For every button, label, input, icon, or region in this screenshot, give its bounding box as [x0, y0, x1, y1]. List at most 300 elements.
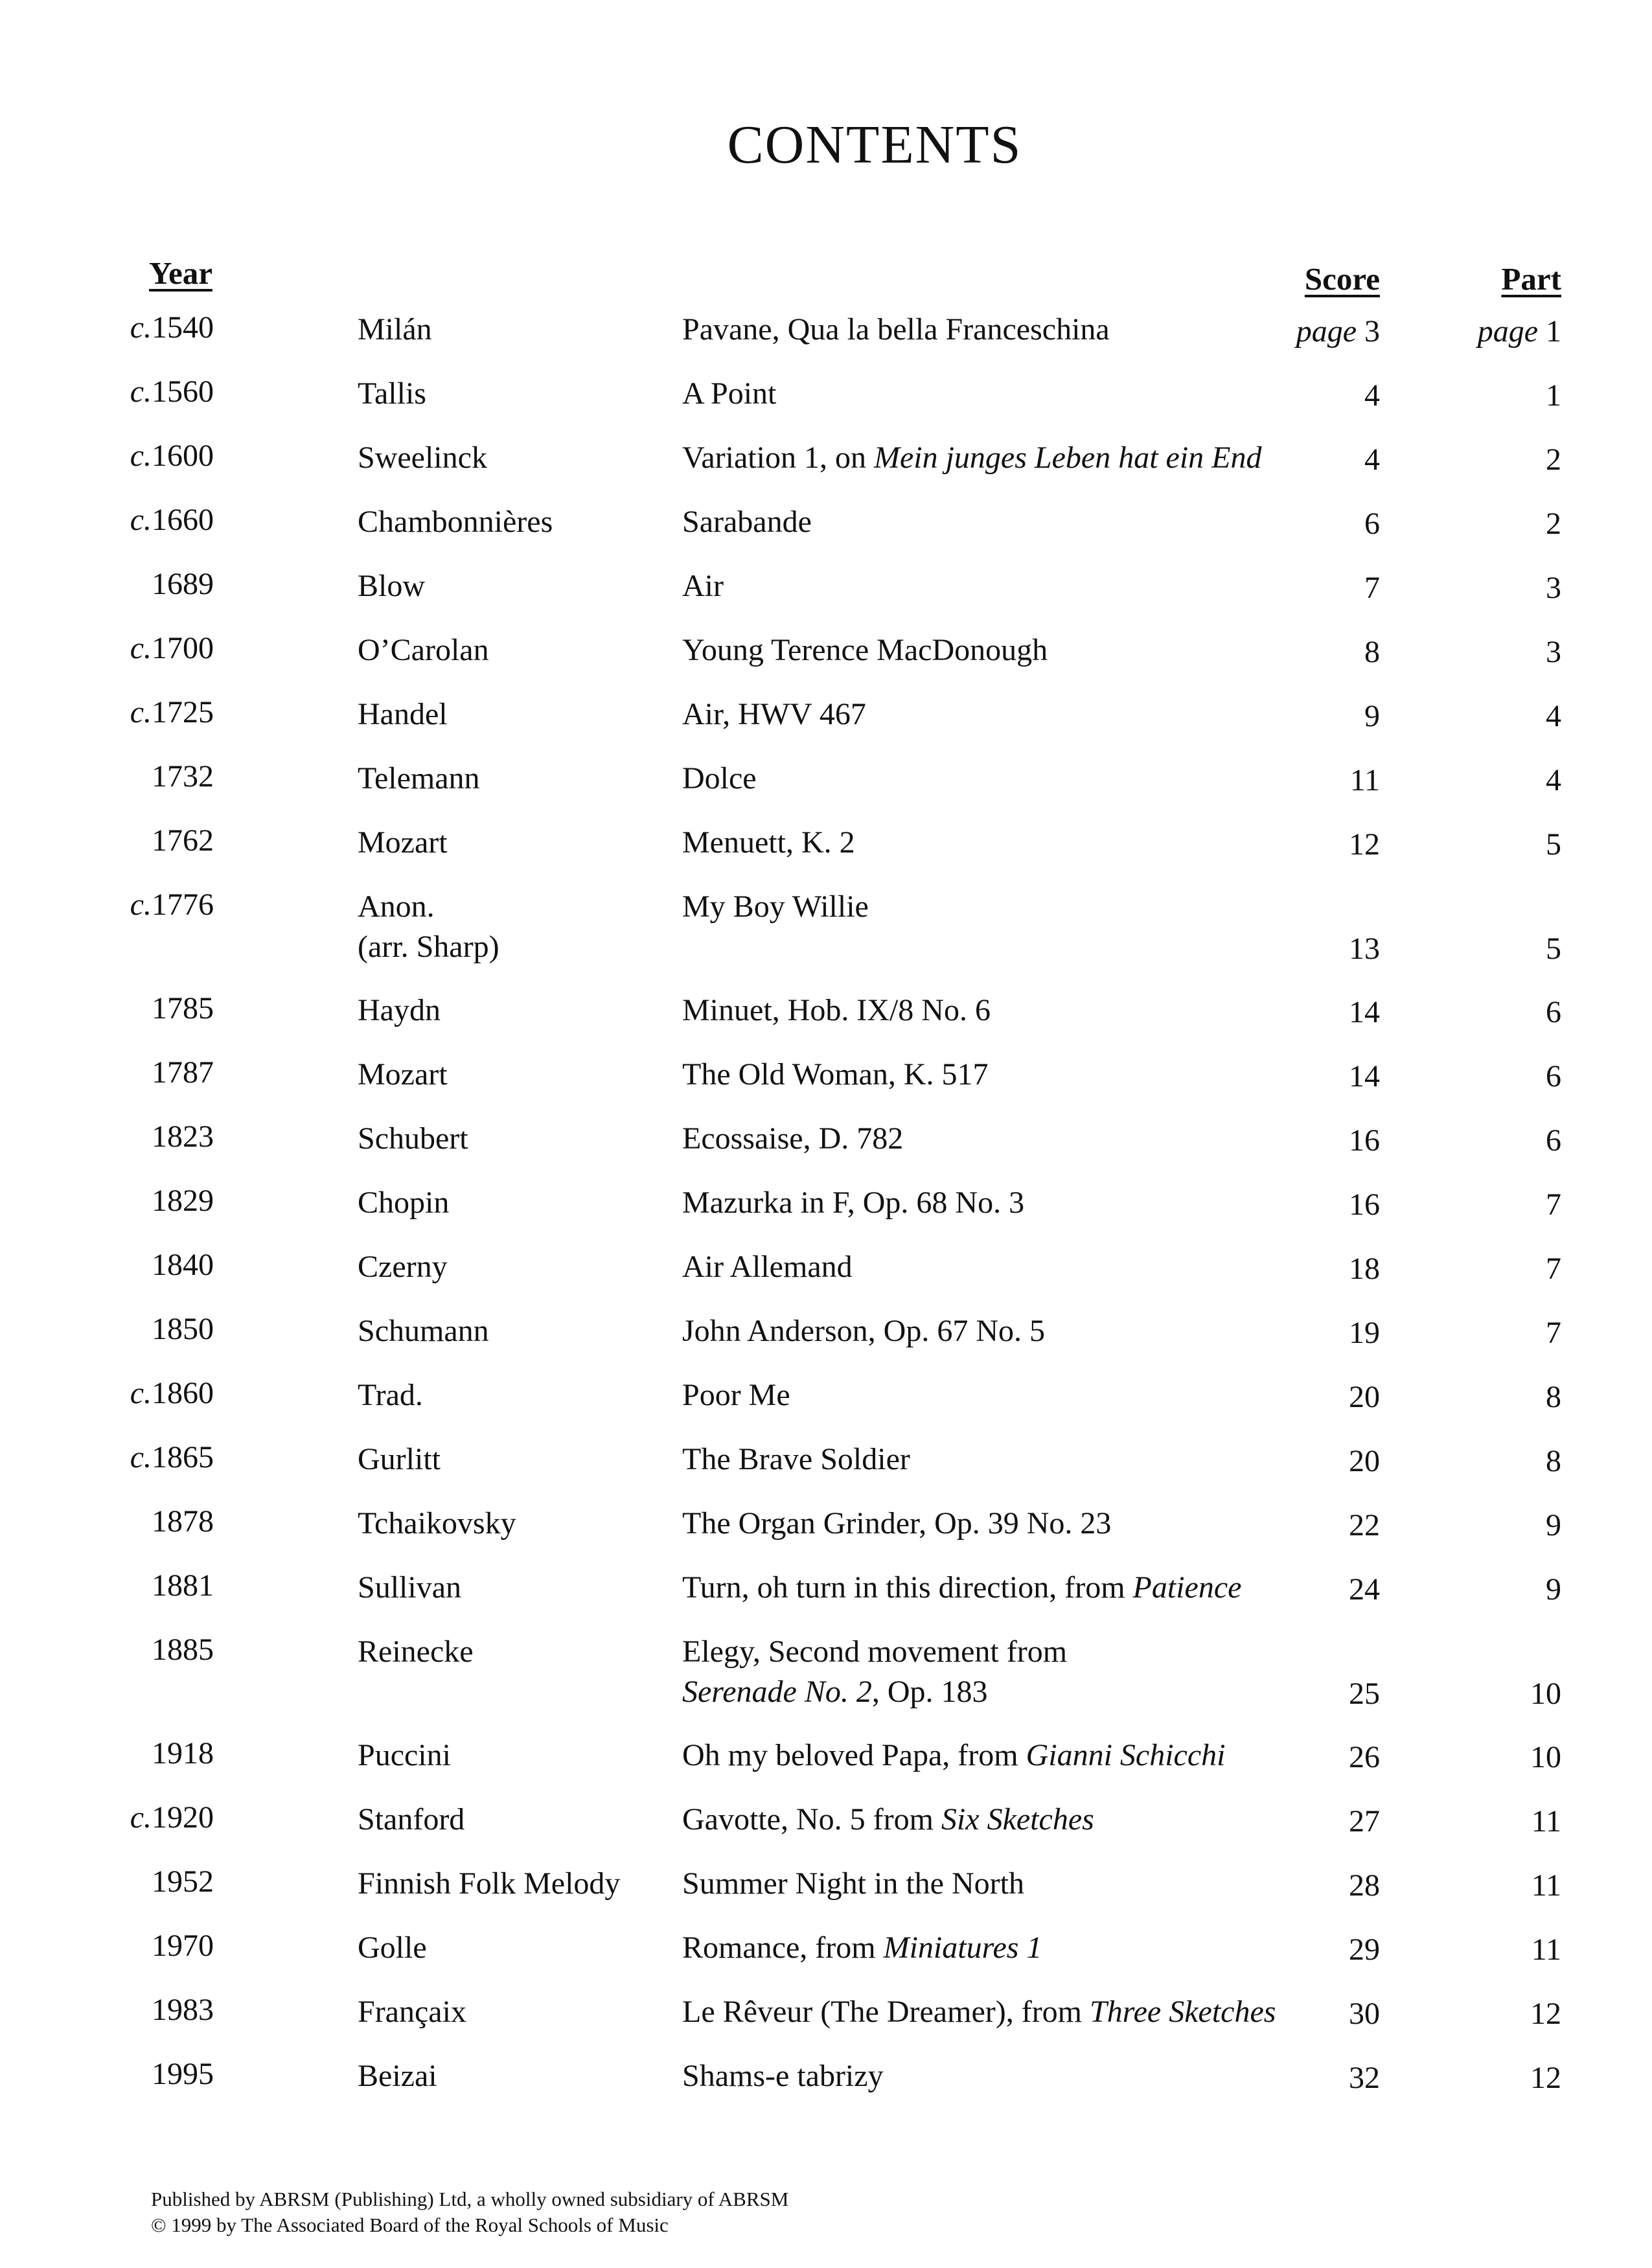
- year-value: 1700: [152, 631, 214, 665]
- contents-entry: [0, 1242, 1652, 1306]
- composer-name: Finnish Folk Melody: [358, 1866, 621, 1901]
- title-italic-source: Mein junges Leben hat ein End: [873, 441, 1262, 475]
- entry-composer: [358, 630, 489, 670]
- entry-year: [91, 823, 214, 858]
- entry-score-page: [1250, 1932, 1380, 1967]
- year-value: 1865: [152, 1440, 214, 1474]
- part-page-number: 3: [1546, 571, 1561, 605]
- contents-entry: [0, 1114, 1652, 1178]
- entry-part-page: [1432, 762, 1561, 798]
- entry-year: [91, 1735, 214, 1771]
- entry-year: [91, 1928, 214, 1964]
- year-value: 1732: [152, 759, 214, 794]
- title-text: Shams-e tabrizy: [682, 2059, 884, 2093]
- entry-composer: [358, 1247, 448, 1287]
- score-page-number: 22: [1349, 1508, 1380, 1542]
- entry-part-page: [1432, 1379, 1561, 1415]
- composer-name: Chopin: [358, 1186, 450, 1220]
- entry-part-page: [1432, 931, 1561, 967]
- composer-name: Anon.: [358, 889, 435, 924]
- entry-title: [682, 566, 724, 606]
- entry-year: [91, 991, 214, 1026]
- entry-composer: [358, 502, 553, 542]
- title-text: Air: [682, 569, 724, 603]
- entry-title: [682, 502, 812, 542]
- entry-score-page: [1250, 1868, 1380, 1903]
- score-page-number: 26: [1349, 1740, 1380, 1774]
- part-page-number: 6: [1546, 995, 1561, 1029]
- contents-entry: [0, 304, 1652, 369]
- entry-part-page: [1432, 2060, 1561, 2096]
- contents-entry: [0, 985, 1652, 1049]
- year-value: 1983: [152, 1993, 214, 2027]
- title-text: Young Terence MacDonough: [682, 633, 1048, 667]
- year-value: 1920: [152, 1800, 214, 1835]
- entry-composer: [358, 694, 448, 735]
- part-page-number: 1: [1546, 378, 1561, 413]
- contents-entry: [0, 433, 1652, 497]
- entry-score-page: [1250, 1379, 1380, 1415]
- entry-composer: [358, 823, 448, 863]
- year-value: 1725: [152, 695, 214, 729]
- contents-entry: [0, 1178, 1652, 1242]
- contents-entry: [0, 2051, 1652, 2115]
- contents-entry: [0, 1627, 1652, 1730]
- part-page-number: 5: [1546, 827, 1561, 862]
- part-page-number: 10: [1530, 1740, 1561, 1774]
- year-circa-prefix: c.: [130, 374, 152, 409]
- composer-name: Trad.: [358, 1378, 423, 1412]
- title-text: My Boy Willie: [682, 889, 869, 924]
- composer-name: Beizai: [358, 2059, 437, 2093]
- entry-score-page: [1250, 762, 1380, 798]
- entry-year: [91, 1055, 214, 1090]
- entry-title: [682, 438, 1262, 478]
- entry-score-page: [1250, 1804, 1380, 1839]
- entry-composer: [358, 438, 487, 478]
- composer-name: Chambonnières: [358, 505, 553, 539]
- composer-name: O’Carolan: [358, 633, 489, 667]
- entry-composer: [358, 1311, 489, 1351]
- entry-title: [682, 1375, 790, 1415]
- title-text: Oh my beloved Papa, from: [682, 1738, 1026, 1772]
- entry-part-page: [1432, 994, 1561, 1030]
- entry-composer: [358, 2056, 437, 2096]
- year-circa-prefix: c.: [130, 1800, 152, 1835]
- entry-title: [682, 823, 855, 863]
- composer-name: Schumann: [358, 1314, 489, 1348]
- part-page-number: 11: [1531, 1932, 1561, 1967]
- title-italic-source: Three Sketches: [1090, 1995, 1276, 2029]
- score-page-number: 4: [1364, 442, 1380, 477]
- entry-score-page: [1250, 442, 1380, 477]
- entry-score-page: [1250, 698, 1380, 734]
- entry-title: [682, 887, 869, 927]
- entry-score-page: [1250, 1187, 1380, 1222]
- year-value: 1776: [152, 888, 214, 922]
- contents-entry: [0, 369, 1652, 433]
- entry-title: [682, 1439, 910, 1480]
- title-text: Air, HWV 467: [682, 697, 866, 731]
- entry-part-page: [1432, 1932, 1561, 1967]
- score-page-number: 30: [1349, 1997, 1380, 2031]
- composer-name: Sullivan: [358, 1570, 462, 1605]
- part-page-number: 11: [1531, 1868, 1561, 1903]
- score-page-number: 32: [1349, 2061, 1380, 2095]
- year-circa-prefix: c.: [130, 310, 152, 345]
- entry-year: [91, 438, 214, 474]
- score-page-number: 29: [1349, 1932, 1380, 1967]
- part-page-number: 7: [1546, 1316, 1561, 1350]
- composer-name: Stanford: [358, 1802, 465, 1837]
- entry-score-page: [1250, 1059, 1380, 1094]
- title-text: Mazurka in F, Op. 68 No. 3: [682, 1186, 1025, 1220]
- column-header-year: Year: [149, 255, 212, 291]
- column-header-score: Score: [1304, 261, 1380, 297]
- entry-year: [91, 1119, 214, 1154]
- score-page-number: 4: [1364, 378, 1380, 413]
- entry-year: [91, 2056, 214, 2092]
- entry-part-page: [1432, 634, 1561, 670]
- contents-entry: [0, 882, 1652, 985]
- year-circa-prefix: c.: [130, 888, 152, 922]
- score-page-number: 18: [1349, 1252, 1380, 1286]
- entry-part-page: [1432, 1676, 1561, 1712]
- composer-name: Handel: [358, 697, 448, 731]
- score-page-number: 20: [1349, 1380, 1380, 1414]
- contents-entry: [0, 1794, 1652, 1859]
- contents-entry: [0, 625, 1652, 689]
- composer-name: Czerny: [358, 1250, 448, 1284]
- entry-score-page: [1250, 827, 1380, 862]
- entry-part-page: [1432, 1804, 1561, 1839]
- entry-composer: [358, 1568, 461, 1608]
- entry-composer: [358, 759, 480, 799]
- entry-title: [682, 1183, 1024, 1223]
- score-page-number: 25: [1349, 1677, 1380, 1711]
- part-page-number: 4: [1546, 699, 1561, 733]
- entry-part-page: [1432, 1123, 1561, 1158]
- score-page-number: 12: [1349, 827, 1380, 862]
- entry-year: [91, 1800, 214, 1835]
- composer-name: Blow: [358, 569, 426, 603]
- year-value: 1970: [152, 1929, 214, 1963]
- contents-entry: [0, 497, 1652, 561]
- composer-name: Schubert: [358, 1121, 468, 1156]
- year-value: 1885: [152, 1632, 214, 1667]
- entry-title: [682, 1568, 1241, 1608]
- title-text: Minuet, Hob. IX/8 No. 6: [682, 993, 991, 1027]
- year-value: 1689: [152, 567, 214, 601]
- year-value: 1995: [152, 2057, 214, 2091]
- part-page-number: 1: [1546, 314, 1561, 349]
- entry-year: [91, 1247, 214, 1283]
- entry-score-page: [1250, 314, 1380, 349]
- composer-name: Milán: [358, 312, 432, 347]
- part-page-number: 7: [1546, 1187, 1561, 1222]
- entry-composer: [358, 566, 425, 606]
- entry-composer: [358, 1183, 449, 1223]
- composer-name: Puccini: [358, 1738, 451, 1772]
- entry-year: [91, 630, 214, 666]
- footer-copyright-line: © 1999 by The Associated Board of the Royal Schools of Music: [151, 2214, 669, 2236]
- entry-score-page: [1250, 1676, 1380, 1712]
- contents-entry: [0, 689, 1652, 753]
- part-page-number: 2: [1546, 507, 1561, 541]
- title-text: Menuett, K. 2: [682, 825, 855, 860]
- page-title: CONTENTS: [727, 115, 1022, 175]
- title-italic-source: Six Sketches: [941, 1802, 1094, 1837]
- entry-composer: [358, 1439, 441, 1480]
- entry-score-page: [1250, 1251, 1380, 1287]
- year-value: 1823: [152, 1119, 214, 1154]
- entry-composer: [358, 1928, 427, 1968]
- entry-part-page: [1432, 1059, 1561, 1094]
- part-page-number: 3: [1546, 635, 1561, 669]
- entry-composer: [358, 1800, 465, 1840]
- contents-entry: [0, 1370, 1652, 1434]
- entry-composer: [358, 374, 426, 414]
- entry-title: [682, 2056, 884, 2096]
- entry-year: [91, 566, 214, 602]
- contents-entry: [0, 1498, 1652, 1563]
- composer-name: Tchaikovsky: [358, 1506, 516, 1541]
- title-text: Romance, from: [682, 1930, 884, 1965]
- entry-part-page: [1432, 442, 1561, 477]
- contents-entry: [0, 1730, 1652, 1794]
- title-text: Le Rêveur (The Dreamer), from: [682, 1995, 1090, 2029]
- score-page-number: 27: [1349, 1804, 1380, 1838]
- title-text: The Old Woman, K. 517: [682, 1057, 989, 1092]
- contents-entry: [0, 1859, 1652, 1923]
- score-page-number: 20: [1349, 1444, 1380, 1478]
- year-value: 1881: [152, 1568, 214, 1603]
- entry-year: [91, 502, 214, 538]
- title-text: Turn, oh turn in this direction, from: [682, 1570, 1133, 1605]
- title-text: Pavane, Qua la bella Franceschina: [682, 312, 1110, 347]
- year-circa-prefix: c.: [130, 1440, 152, 1474]
- year-value: 1600: [152, 439, 214, 473]
- score-page-number: 28: [1349, 1868, 1380, 1903]
- entry-title: [682, 1632, 1067, 1712]
- score-page-number: 11: [1349, 763, 1380, 797]
- title-text: A Point: [682, 376, 777, 411]
- column-header-part: Part: [1501, 261, 1561, 297]
- title-text: Elegy, Second movement from: [682, 1634, 1068, 1669]
- footer-publisher-line: Published by ABRSM (Publishing) Ltd, a wholly owned subsidiary of ABRSM: [151, 2188, 789, 2210]
- title-text: Summer Night in the North: [682, 1866, 1024, 1901]
- entry-part-page: [1432, 1868, 1561, 1903]
- part-page-number: 10: [1530, 1677, 1561, 1711]
- part-page-number: 8: [1546, 1444, 1561, 1478]
- score-page-number: 3: [1364, 314, 1380, 349]
- title-text: The Organ Grinder, Op. 39 No. 23: [682, 1506, 1112, 1541]
- entry-score-page: [1250, 378, 1380, 413]
- entry-composer: [358, 310, 432, 350]
- score-page-number: 19: [1349, 1316, 1380, 1350]
- entry-composer: [358, 1735, 451, 1776]
- year-value: 1840: [152, 1248, 214, 1282]
- entry-year: [91, 1632, 214, 1667]
- year-value: 1787: [152, 1055, 214, 1090]
- entry-composer: [358, 1504, 516, 1544]
- entry-title: [682, 991, 991, 1031]
- entry-part-page: [1432, 1739, 1561, 1775]
- entry-score-page: [1250, 2060, 1380, 2096]
- entry-part-page: [1432, 378, 1561, 413]
- entry-title: [682, 1735, 1225, 1776]
- entry-score-page: [1250, 570, 1380, 606]
- entry-score-page: [1250, 931, 1380, 967]
- entry-year: [91, 759, 214, 794]
- composer-name: Sweelinck: [358, 441, 487, 475]
- entry-score-page: [1250, 994, 1380, 1030]
- entry-part-page: [1432, 314, 1561, 349]
- part-page-number: 8: [1546, 1380, 1561, 1414]
- entry-composer: [358, 1992, 466, 2032]
- entry-title: [682, 1800, 1094, 1840]
- score-page-number: 6: [1364, 507, 1380, 541]
- year-value: 1660: [152, 503, 214, 537]
- entry-composer: [358, 991, 441, 1031]
- entry-title: [682, 1119, 903, 1159]
- title-italic-source: Miniatures 1: [883, 1930, 1042, 1965]
- entry-composer: [358, 1119, 468, 1159]
- contents-entry: [0, 1923, 1652, 1987]
- title-text: Poor Me: [682, 1378, 790, 1412]
- part-page-number: 4: [1546, 763, 1561, 797]
- title-italic-source: Patience: [1132, 1570, 1242, 1605]
- entry-year: [91, 1992, 214, 2028]
- composer-name: Reinecke: [358, 1634, 474, 1669]
- score-page-number: 14: [1349, 995, 1380, 1029]
- entry-part-page: [1432, 1443, 1561, 1479]
- year-value: 1952: [152, 1864, 214, 1899]
- composer-name: Tallis: [358, 376, 426, 411]
- contents-entry: [0, 753, 1652, 818]
- entry-title: [682, 1055, 989, 1095]
- entry-score-page: [1250, 634, 1380, 670]
- part-page-number: 9: [1546, 1572, 1561, 1607]
- entry-part-page: [1432, 827, 1561, 862]
- contents-entry: [0, 818, 1652, 882]
- score-page-number: 7: [1364, 571, 1380, 605]
- entry-part-page: [1432, 506, 1561, 542]
- entry-score-page: [1250, 1123, 1380, 1158]
- title-text: Gavotte, No. 5 from: [682, 1802, 941, 1837]
- year-value: 1829: [152, 1184, 214, 1218]
- year-circa-prefix: c.: [130, 439, 152, 473]
- entry-part-page: [1432, 1996, 1561, 2032]
- entry-title: [682, 1311, 1045, 1351]
- composer-name: Françaix: [358, 1995, 466, 2029]
- entry-part-page: [1432, 1187, 1561, 1222]
- title-text: Air Allemand: [682, 1250, 853, 1284]
- contents-entry: [0, 561, 1652, 625]
- part-page-number: 7: [1546, 1252, 1561, 1286]
- entry-year: [91, 1375, 214, 1411]
- entry-score-page: [1250, 1996, 1380, 2032]
- year-value: 1560: [152, 374, 214, 409]
- year-value: 1878: [152, 1504, 214, 1539]
- contents-entry: [0, 1987, 1652, 2051]
- entry-year: [91, 1439, 214, 1475]
- entry-year: [91, 1864, 214, 1899]
- entry-year: [91, 1568, 214, 1603]
- entry-title: [682, 1864, 1024, 1904]
- score-page-number: 9: [1364, 699, 1380, 733]
- part-page-number: 11: [1531, 1804, 1561, 1838]
- title-line2-rest: , Op. 183: [871, 1675, 988, 1709]
- contents-list: [0, 304, 1652, 2115]
- title-text: Ecossaise, D. 782: [682, 1121, 904, 1156]
- entry-title: [682, 630, 1048, 670]
- part-page-number: 5: [1546, 932, 1561, 966]
- composer-name: Mozart: [358, 1057, 448, 1092]
- entry-score-page: [1250, 1315, 1380, 1351]
- year-circa-prefix: c.: [130, 695, 152, 729]
- entry-title: [682, 1992, 1276, 2032]
- entry-score-page: [1250, 1443, 1380, 1479]
- composer-name: Mozart: [358, 825, 448, 860]
- composer-name: Gurlitt: [358, 1442, 441, 1476]
- entry-composer: [358, 887, 499, 967]
- contents-entry: [0, 1049, 1652, 1114]
- entry-title: [682, 694, 866, 735]
- entry-year: [91, 374, 214, 409]
- part-page-number: 12: [1530, 1997, 1561, 2031]
- entry-year: [91, 887, 214, 922]
- title-italic-source: Gianni Schicchi: [1026, 1738, 1226, 1772]
- entry-title: [682, 374, 776, 414]
- entry-part-page: [1432, 1315, 1561, 1351]
- part-page-number: 12: [1530, 2061, 1561, 2095]
- score-page-number: 24: [1349, 1572, 1380, 1607]
- title-text: Sarabande: [682, 505, 812, 539]
- title-text: Variation 1, on: [682, 441, 874, 475]
- score-page-number: 8: [1364, 635, 1380, 669]
- entry-title: [682, 1928, 1042, 1968]
- composer-arranger: (arr. Sharp): [358, 930, 499, 964]
- composer-name: Golle: [358, 1930, 427, 1965]
- title-line2-italic: Serenade No. 2: [682, 1675, 872, 1709]
- year-value: 1762: [152, 823, 214, 858]
- score-page-number: 16: [1349, 1187, 1380, 1222]
- entry-score-page: [1250, 1507, 1380, 1543]
- entry-year: [91, 1311, 214, 1347]
- contents-entry: [0, 1434, 1652, 1498]
- score-page-number: 14: [1349, 1059, 1380, 1094]
- entry-score-page: [1250, 506, 1380, 542]
- title-text: The Brave Soldier: [682, 1442, 910, 1476]
- entry-score-page: [1250, 1739, 1380, 1775]
- entry-year: [91, 694, 214, 730]
- title-text: Dolce: [682, 761, 757, 796]
- entry-composer: [358, 1055, 448, 1095]
- year-circa-prefix: c.: [130, 631, 152, 665]
- entry-year: [91, 310, 214, 345]
- entry-part-page: [1432, 570, 1561, 606]
- entry-composer: [358, 1632, 474, 1672]
- entry-year: [91, 1504, 214, 1539]
- entry-score-page: [1250, 1572, 1380, 1607]
- part-page-number: 6: [1546, 1059, 1561, 1094]
- contents-entry: [0, 1563, 1652, 1627]
- entry-part-page: [1432, 1507, 1561, 1543]
- year-value: 1785: [152, 991, 214, 1025]
- year-value: 1540: [152, 310, 214, 345]
- entry-composer: [358, 1375, 423, 1415]
